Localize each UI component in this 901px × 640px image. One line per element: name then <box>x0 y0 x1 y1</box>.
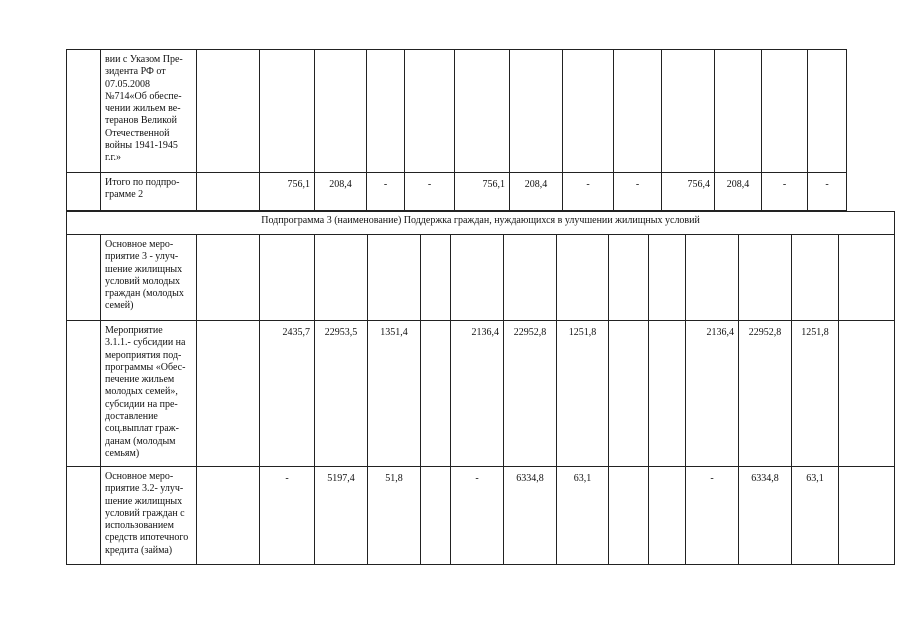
cell <box>504 235 557 321</box>
fragment-section <box>66 49 846 212</box>
cell: 22952,8 <box>739 321 792 467</box>
cell <box>315 235 368 321</box>
cell: - <box>451 467 504 565</box>
cell: - <box>367 173 405 211</box>
cell: 63,1 <box>557 467 609 565</box>
cell <box>609 235 649 321</box>
cell: 22952,8 <box>504 321 557 467</box>
cell: 1351,4 <box>368 321 421 467</box>
row-label-text: вии с Указом Пре- зидента РФ от 07.05.2008 №714«Об обеспе- чении жильем ве- теранов Великой Отечественной войны 1941-1945 г.г.» <box>105 54 183 164</box>
row-label <box>101 467 197 565</box>
row-label-text: Основное меро- приятие 3 - улуч- шение жилищных условий молодых граждан (молодых семей) <box>105 239 184 312</box>
cell <box>421 235 451 321</box>
cell <box>557 235 609 321</box>
cell: 22953,5 <box>315 321 368 467</box>
cell: 51,8 <box>368 467 421 565</box>
row-label-text: Основное меро- приятие 3.2- улуч- шение жилищных условий граждан с использованием средств ипотечного кредита (займа) <box>105 471 189 556</box>
row-label-text: Мероприятие 3.1.1.- субсидии на мероприятия под- программы «Обес- печение жильем молодых семей», субсидии на пре- доставление соц.выплат граж- данам (молодым семьям) <box>105 325 186 459</box>
cell: 6334,8 <box>504 467 557 565</box>
cell: 756,4 <box>662 173 715 211</box>
table-row <box>67 235 895 321</box>
cell: - <box>260 467 315 565</box>
subprogram-3-table <box>66 211 895 565</box>
cell <box>609 467 649 565</box>
row-label <box>101 321 197 467</box>
table-row-total <box>67 173 847 211</box>
cell: - <box>563 173 614 211</box>
cell: 756,1 <box>260 173 315 211</box>
cell <box>368 235 421 321</box>
cell <box>609 321 649 467</box>
cell <box>839 467 895 565</box>
cell: - <box>686 467 739 565</box>
cell: 2435,7 <box>260 321 315 467</box>
cell: - <box>405 173 455 211</box>
table-row <box>67 50 847 173</box>
cell: 1251,8 <box>557 321 609 467</box>
cell <box>839 321 895 467</box>
cell <box>260 235 315 321</box>
total-label-text: Итого по подпро- грамме 2 <box>105 177 180 201</box>
cell: 1251,8 <box>792 321 839 467</box>
table-row <box>67 321 895 467</box>
cell: 208,4 <box>510 173 563 211</box>
total-label <box>101 173 197 211</box>
cell <box>792 235 839 321</box>
cell: 5197,4 <box>315 467 368 565</box>
cell: 208,4 <box>315 173 367 211</box>
subprogram-title: Подпрограмма 3 (наименование) Поддержка граждан, нуждающихся в улучшении жилищных условий <box>67 212 895 235</box>
cell: - <box>808 173 847 211</box>
cell: - <box>614 173 662 211</box>
cell: 63,1 <box>792 467 839 565</box>
cell: 208,4 <box>715 173 762 211</box>
cell <box>421 321 451 467</box>
cell <box>421 467 451 565</box>
subprogram-header-row <box>67 212 895 235</box>
cell <box>739 235 792 321</box>
cell: 6334,8 <box>739 467 792 565</box>
cell: - <box>762 173 808 211</box>
table-row <box>67 467 895 565</box>
cell <box>686 235 739 321</box>
cell: 756,1 <box>455 173 510 211</box>
cell: 2136,4 <box>451 321 504 467</box>
cell <box>451 235 504 321</box>
cell: 2136,4 <box>686 321 739 467</box>
row-label <box>101 235 197 321</box>
row-label <box>101 50 197 173</box>
cell <box>839 235 895 321</box>
fragment-table <box>66 49 847 211</box>
